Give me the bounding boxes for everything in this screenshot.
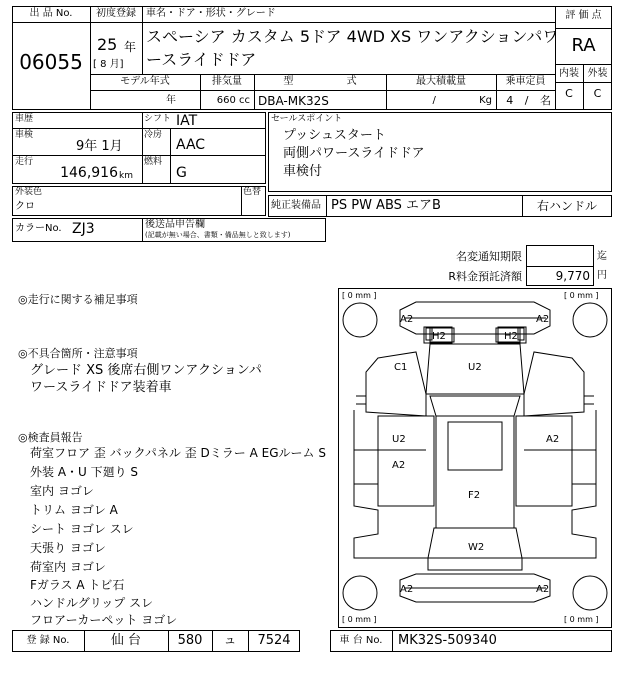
damage-mark: H2 — [432, 331, 446, 342]
displacement-value: 660 cc — [216, 95, 250, 106]
inspector-line: トリム ヨゴレ A — [30, 503, 118, 517]
color-change-label: 色替 — [243, 187, 262, 197]
chassis-label: 車 台 No. — [339, 635, 383, 646]
inspector-line: シート ヨゴレ スレ — [30, 522, 134, 536]
model-year-label: モデル年式 — [120, 76, 170, 87]
capacity-value: 4 / 名 — [506, 94, 551, 107]
ac-label: 冷房 — [144, 130, 163, 140]
mileage-value: 146,916 — [60, 165, 118, 181]
damage-mark: A2 — [392, 460, 406, 471]
lot-label: 出 品 No. — [29, 8, 73, 19]
recycle-label: R料金預託済額 — [448, 270, 522, 283]
diagram-mm-label: [ 0 mm ] — [564, 615, 599, 624]
diagram-mm-label: [ 0 mm ] — [342, 615, 377, 624]
shift-value: IAT — [176, 113, 198, 129]
equipment-label: 純正装備品 — [271, 200, 321, 211]
inspector-line: 天張り ヨゴレ — [30, 541, 106, 555]
inspector-line: 外装 A・U 下廻り S — [30, 465, 139, 479]
ext-color-value: クロ — [15, 201, 35, 212]
carname-label: 車名・ドア・形状・グレード — [146, 8, 276, 19]
colorno-value: ZJ3 — [72, 221, 95, 237]
model-year-unit: 年 — [166, 95, 176, 106]
inspection-value: 9年 1月 — [76, 139, 123, 154]
registration-class: 580 — [177, 633, 203, 648]
registration-area: 仙 台 — [110, 633, 142, 648]
chassis-number: MK32S-509340 — [398, 633, 497, 648]
damage-mark: H2 — [504, 331, 518, 342]
displacement-label: 排気量 — [212, 76, 242, 87]
colorno-label: カラーNo. — [15, 223, 62, 234]
history-label: 車歴 — [15, 114, 34, 124]
sales-point-label: セールスポイント — [271, 114, 343, 124]
ext-color-label: 外装色 — [15, 187, 43, 197]
car-condition-diagram — [338, 288, 612, 628]
damage-mark: A2 — [536, 314, 550, 325]
overall-score: RA — [571, 35, 596, 56]
after-items-label: 後送品申告欄 — [145, 219, 205, 230]
equipment-value: PS PW ABS エアB — [331, 198, 441, 213]
registration-kana: ュ — [223, 633, 237, 648]
sales-point-item: プッシュスタート — [283, 128, 386, 143]
fuel-label: 燃料 — [144, 157, 163, 167]
first-reg-year-unit: 年 — [124, 40, 137, 54]
exterior-grade: C — [593, 87, 602, 100]
inspector-line: フロアーカーペット ヨゴレ — [30, 613, 178, 627]
score-label: 評 価 点 — [565, 10, 602, 21]
tire-rear-left — [343, 576, 377, 610]
registration-label: 登 録 No. — [26, 635, 70, 646]
after-items-note: (記載が無い場合、書類・備品無しと致します) — [145, 231, 291, 239]
defect-notes-label: ◎不具合箇所・注意事項 — [18, 347, 138, 360]
fuel-value: G — [176, 165, 187, 181]
capacity-label: 乗車定員 — [505, 76, 546, 87]
inspector-line: 室内 ヨゴレ — [30, 484, 94, 498]
damage-mark: U2 — [392, 434, 406, 445]
registration-number: 7524 — [257, 633, 291, 648]
damage-mark: F2 — [468, 490, 481, 501]
model-code: DBA-MK32S — [258, 94, 329, 108]
inspector-line: ハンドルグリップ スレ — [30, 596, 154, 610]
defect-line: ワースライドドア装着車 — [30, 380, 172, 395]
damage-mark: A2 — [400, 314, 414, 325]
sales-point-item: 車検付 — [283, 164, 323, 179]
tire-front-right — [573, 303, 607, 337]
recycle-unit: 円 — [597, 270, 607, 281]
diagram-mm-label: [ 0 mm ] — [564, 291, 599, 300]
defect-line: グレード XS 後席右側ワンアクションパ — [30, 363, 262, 378]
inspector-report-label: ◎検査員報告 — [18, 431, 83, 444]
recycle-value: 9,770 — [555, 269, 590, 283]
carname-line2: ースライドドア — [146, 50, 257, 69]
damage-mark: A2 — [400, 584, 414, 595]
damage-mark: A2 — [536, 584, 550, 595]
inspector-line: 荷室内 ヨゴレ — [30, 560, 106, 574]
first-reg-month: [ 8 月] — [93, 59, 124, 70]
inspector-line: 荷室フロア 歪 バックパネル 歪 Dミラー A EGルーム S — [30, 446, 326, 460]
interior-label: 内装 — [559, 68, 579, 79]
inspection-label: 車検 — [15, 130, 34, 140]
max-load-label: 最大積載量 — [416, 76, 466, 87]
tire-front-left — [343, 303, 377, 337]
deadline-box — [526, 245, 594, 267]
ac-value: AAC — [176, 137, 206, 153]
damage-mark: A2 — [546, 434, 560, 445]
first-reg-label: 初度登録 — [96, 8, 136, 19]
lot-number: 06055 — [19, 50, 83, 74]
sales-point-item: 両側パワースライドドア — [283, 146, 425, 161]
deadline-label: 名変通知期限 — [456, 250, 522, 263]
shift-label: シフト — [144, 114, 172, 124]
type-label: 型 式 — [283, 76, 357, 87]
damage-mark: C1 — [394, 362, 408, 373]
damage-mark: U2 — [468, 362, 482, 373]
steering-value: 右ハンドル — [536, 199, 597, 213]
mileage-unit: km — [119, 171, 133, 181]
driving-notes-label: ◎走行に関する補足事項 — [18, 293, 138, 306]
carname-line1: スペーシア カスタム 5ドア 4WD XS ワンアクションパワ — [146, 27, 559, 46]
diagram-mm-label: [ 0 mm ] — [342, 291, 377, 300]
inspector-line: Fガラス A トビ石 — [30, 578, 125, 592]
damage-mark: W2 — [468, 542, 485, 553]
color-table — [12, 186, 266, 216]
max-load-value: / Kg — [432, 95, 492, 106]
first-reg-year: 25 — [97, 35, 118, 54]
exterior-label: 外装 — [587, 68, 608, 79]
interior-grade: C — [565, 87, 573, 100]
mileage-label: 走行 — [15, 157, 34, 167]
tire-rear-right — [573, 576, 607, 610]
deadline-unit: 迄 — [597, 251, 607, 262]
